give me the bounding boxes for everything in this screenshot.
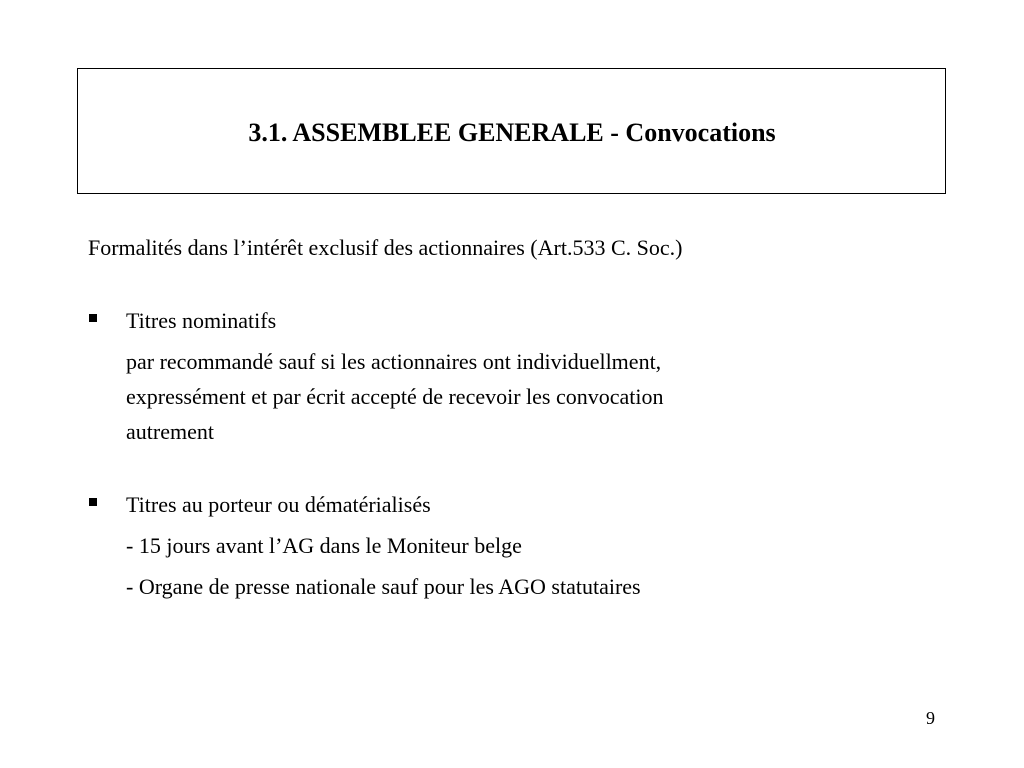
intro-text: Formalités dans l’intérêt exclusif des actionnaires (Art.533 C. Soc.) <box>88 235 683 260</box>
square-bullet-icon <box>89 314 97 322</box>
section-titres-porteur <box>88 487 948 604</box>
description-line: expressément et par écrit accepté de recevoir les convocation <box>126 384 664 409</box>
page-number: 9 <box>926 708 935 728</box>
slide-content <box>88 230 948 604</box>
bullet-heading: Titres au porteur ou dématérialisés <box>126 492 431 517</box>
sub-item: - 15 jours avant l’AG dans le Moniteur belge <box>126 533 522 558</box>
square-bullet-icon <box>89 498 97 506</box>
description-line: par recommandé sauf si les actionnaires ont individuellment, <box>126 349 662 374</box>
sub-item: - Organe de presse nationale sauf pour les AGO statutaires <box>126 574 641 599</box>
bullet-heading: Titres nominatifs <box>126 308 277 333</box>
description-line: autrement <box>126 419 214 444</box>
section-titres-nominatifs <box>88 303 948 449</box>
bullet-item <box>88 303 948 338</box>
slide-title: 3.1. ASSEMBLEE GENERALE - Convocations <box>248 118 776 147</box>
bullet-item <box>88 487 948 522</box>
bullet-description <box>88 344 948 449</box>
